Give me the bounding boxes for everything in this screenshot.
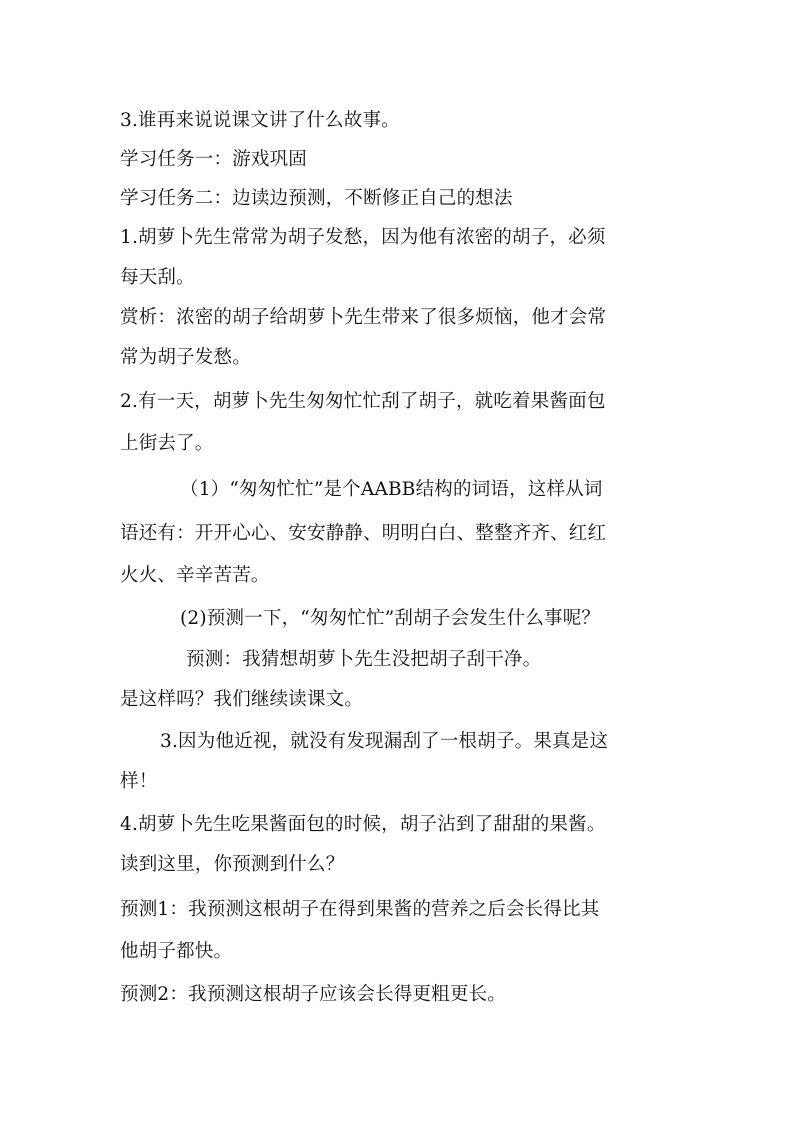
text-line-5: 每天刮。 bbox=[120, 267, 195, 288]
text-line-21: 他胡子都快。 bbox=[120, 941, 233, 962]
text-line-19: 读到这里，你预测到什么？ bbox=[120, 854, 345, 875]
text-line-22: 预测2：我预测这根胡子应该会长得更粗更长。 bbox=[120, 984, 506, 1005]
text-line-11: 语还有：开开心心、安安静静、明明白白、整整齐齐、红红 bbox=[120, 523, 607, 544]
text-line-7: 常为胡子发愁。 bbox=[120, 347, 251, 368]
text-line-12: 火火、辛辛苦苦。 bbox=[120, 565, 270, 586]
text-line-6: 赏析：浓密的胡子给胡萝卜先生带来了很多烦恼，他才会常 bbox=[120, 307, 607, 328]
text-line-10: （1）“匆匆忙忙”是个AABB结构的词语，这样从词 bbox=[180, 479, 603, 500]
text-line-17: 样！ bbox=[120, 771, 158, 792]
text-line-4: 1.胡萝卜先生常常为胡子发愁，因为他有浓密的胡子，必须 bbox=[120, 227, 606, 248]
text-line-8: 2.有一天，胡萝卜先生匆匆忙忙刮了胡子，就吃着果酱面包 bbox=[120, 391, 606, 412]
text-line-13: (2)预测一下，“匆匆忙忙”刮胡子会发生什么事呢？ bbox=[180, 608, 601, 629]
text-line-15: 是这样吗？我们继续读课文。 bbox=[120, 689, 364, 710]
task-2-heading: 学习任务二：边读边预测，不断修正自己的想法 bbox=[120, 188, 513, 209]
text-line-16: 3.因为他近视，就没有发现漏刮了一根胡子。果真是这 bbox=[160, 731, 609, 752]
task-1-heading: 学习任务一：游戏巩固 bbox=[120, 149, 308, 170]
text-line-18: 4.胡萝卜先生吃果酱面包的时候，胡子沾到了甜甜的果酱。 bbox=[120, 814, 606, 835]
text-line-14: 预测：我猜想胡萝卜先生没把胡子刮干净。 bbox=[186, 649, 542, 670]
text-line-1: 3.谁再来说说课文讲了什么故事。 bbox=[120, 110, 400, 131]
text-line-9: 上街去了。 bbox=[120, 433, 214, 454]
text-line-20: 预测1：我预测这根胡子在得到果酱的营养之后会长得比其 bbox=[120, 899, 600, 920]
